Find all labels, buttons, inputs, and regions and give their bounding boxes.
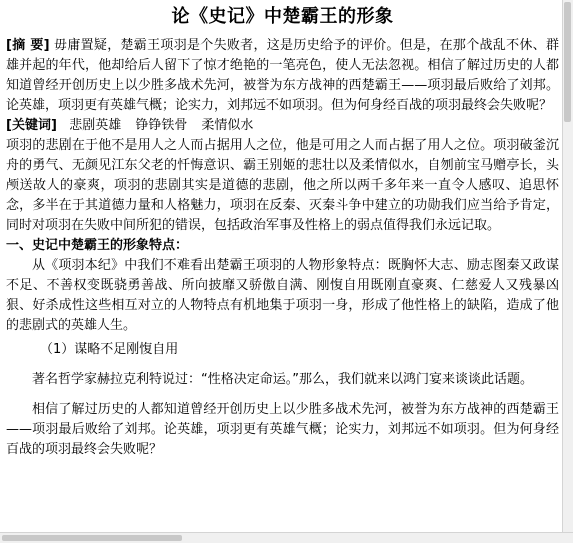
keyword-item: 铮铮铁骨 bbox=[135, 118, 188, 133]
vertical-scrollbar[interactable] bbox=[562, 0, 573, 533]
horizontal-scrollbar[interactable] bbox=[0, 532, 573, 543]
abstract-text: 毋庸置疑，楚霸王项羽是个失败者，这是历史给予的评价。但是，在那个战乱不休、群雄并起的年代，他却给后人留下了惊才绝艳的一笔亮色，使人无法忽视。相信了解过历史的人都知道曾经开创历史上以少胜多战术先河，被誉为东方战神的西楚霸王——项羽最后败给了刘邦。论英雄，项羽更有英雄气概；论实力，刘邦远不如项羽。但为何身经百战的项羽最终会失败呢？ bbox=[6, 38, 559, 113]
horizontal-scrollbar-thumb[interactable] bbox=[2, 535, 182, 541]
keywords-line bbox=[6, 116, 559, 136]
quote-paragraph: 著名哲学家赫拉克利特说过：“性格决定命运。”那么，我们就来以鸿门宴来谈谈此话题。 bbox=[32, 372, 533, 387]
section-heading: 一、史记中楚霸王的形象特点： bbox=[6, 238, 189, 253]
intro-paragraph: 项羽的悲剧在于他不是用人之人而占据用人之位，他是可用之人而占据了用人之位。项羽破釜沉舟的勇气、无颜见江东父老的忏悔意识、霸王别姬的悲壮以及柔情似水，自刎前宝马赠亭长，头颅送故人的豪爽，项羽的悲剧其实是道德的悲剧，他之所以两千多年来一直令人感叹、追思怀念，多半在于其道德力量和人格魅力，项羽在反秦、灭秦斗争中建立的功勋我们应当给予肯定，同时对项羽在失败中间所犯的错误，包括政治军事及性格上的弱点值得我们永远记取。 bbox=[6, 138, 559, 233]
abstract-label: [摘 要] bbox=[6, 38, 50, 53]
keyword-item: 柔情似水 bbox=[201, 118, 254, 133]
keywords-label: [关键词] bbox=[6, 118, 57, 133]
vertical-scrollbar-thumb[interactable] bbox=[564, 2, 571, 122]
keyword-item: 悲剧英雄 bbox=[69, 118, 122, 133]
document-title: 论《史记》中楚霸王的形象 bbox=[171, 6, 394, 27]
section-paragraph: 从《项羽本纪》中我们不难看出楚霸王项羽的人物形象特点：既胸怀大志、励志图秦又政谋不足、不善权变既骁勇善战、所向披靡又骄傲自满、刚愎自用既刚直豪爽、仁慈爱人又残暴凶狠、好杀成性这些相互对立的人物特点有机地集于项羽一身，形成了他性格上的缺陷，造成了他的悲剧式的英雄人生。 bbox=[6, 258, 559, 333]
closing-paragraph: 相信了解过历史的人都知道曾经开创历史上以少胜多战术先河，被誉为东方战神的西楚霸王——项羽最后败给了刘邦。论英雄，项羽更有英雄气概；论实力，刘邦远不如项羽。但为何身经百战的项羽最终会失败呢？ bbox=[6, 402, 559, 457]
subsection-heading: （1）谋略不足刚愎自用 bbox=[40, 342, 179, 357]
abstract-paragraph bbox=[6, 36, 559, 116]
